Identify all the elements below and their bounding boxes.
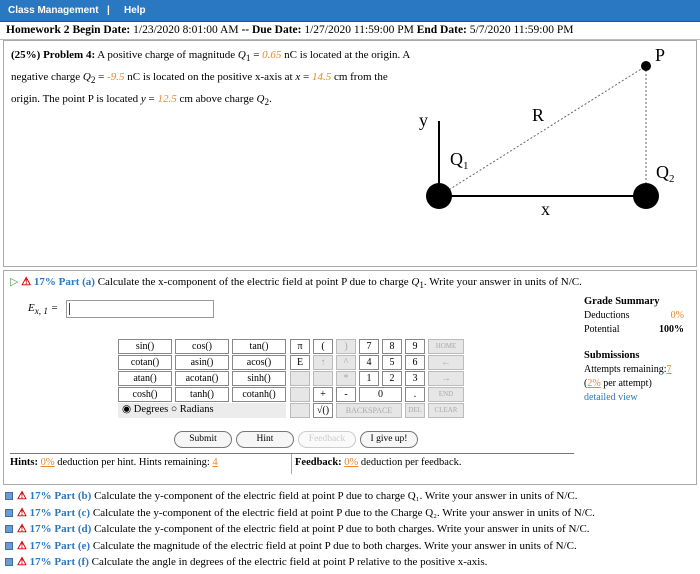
feedback-text: deduction per feedback. — [360, 457, 462, 468]
key-tan[interactable]: tan() — [232, 339, 286, 354]
key-4[interactable]: 4 — [359, 355, 379, 370]
q2-label-text: Q — [656, 162, 669, 182]
charge-diagram — [414, 41, 698, 266]
q2-label-sub: 2 — [669, 173, 675, 185]
q2-subscript: 2 — [90, 75, 96, 86]
key-9[interactable]: 9 — [405, 339, 425, 354]
part-expand-icon[interactable] — [5, 558, 13, 566]
key-e[interactable]: E — [290, 355, 310, 370]
key-7[interactable]: 7 — [359, 339, 379, 354]
part-label: Part (c) — [54, 506, 91, 519]
key-blank-2[interactable] — [313, 371, 333, 386]
deductions-label: Deductions — [584, 310, 630, 321]
problem-text — [11, 46, 411, 113]
begin-date-label: Begin Date: — [72, 24, 131, 36]
y-symbol: y — [140, 93, 146, 106]
menu-help[interactable]: Help — [124, 5, 146, 16]
degrees-label: Degrees — [133, 404, 169, 415]
warning-icon: ⚠ — [21, 276, 32, 288]
grade-summary-title: Grade Summary — [584, 296, 660, 307]
deductions-value: 0% — [670, 310, 684, 321]
part-label: Part (e) — [54, 539, 91, 552]
part-expand-icon[interactable] — [5, 509, 13, 517]
key-2[interactable]: 2 — [382, 371, 402, 386]
submit-button[interactable]: Submit — [174, 431, 232, 448]
part-expand-icon[interactable] — [5, 525, 13, 533]
y-label: y — [419, 110, 428, 130]
key-close-paren[interactable]: ) — [336, 339, 356, 354]
part-a-label: Part (a) — [58, 276, 95, 288]
part-e-item[interactable] — [5, 538, 695, 555]
part-text: Calculate the y-component of the electric field at point P due to the Charge Q₂. Write your answer in units of N/C. — [92, 506, 595, 519]
feedback-button[interactable]: Feedback — [298, 431, 356, 448]
p-label: P — [655, 45, 666, 65]
attempts-row — [584, 363, 684, 377]
key-left-arrow[interactable]: ← — [428, 355, 464, 370]
per-attempt-pct: 2% — [587, 378, 601, 389]
hints-pct: 0% — [40, 457, 55, 468]
key-decimal[interactable]: . — [405, 387, 425, 402]
part-label: Part (f) — [54, 556, 89, 568]
part-text: Calculate the y-component of the electric field at point P due to both charges. Write your answer in units of N/C. — [94, 523, 590, 535]
key-atan[interactable]: atan() — [118, 371, 172, 386]
part-b-item[interactable] — [5, 488, 695, 505]
attempts-label: Attempts remaining: — [584, 364, 667, 375]
problem-text-2: origin. A negative charge — [11, 49, 410, 84]
answer-label — [28, 302, 58, 316]
part-text: Calculate the y-component of the electric field at point P due to charge Q₁. Write your answer in units of N/C. — [94, 490, 578, 502]
hints-divider — [291, 454, 292, 474]
key-tanh[interactable]: tanh() — [175, 387, 229, 402]
warning-icon: ⚠ — [17, 539, 27, 552]
period: . — [269, 93, 272, 106]
warning-icon: ⚠ — [17, 556, 27, 568]
menu-class-management[interactable]: Class Management — [8, 5, 99, 16]
radians-label: Radians — [179, 404, 214, 415]
key-del[interactable]: DEL — [405, 403, 425, 418]
x-symbol: x — [295, 71, 301, 84]
key-caret[interactable]: ^ — [336, 355, 356, 370]
paren-open: ( — [584, 378, 588, 389]
answer-input[interactable] — [66, 300, 214, 318]
part-a-header — [10, 275, 582, 290]
grade-summary — [584, 295, 684, 405]
part-c-item[interactable] — [5, 505, 695, 522]
submissions-title: Submissions — [584, 350, 640, 361]
q2-value: -9.5 — [107, 71, 125, 84]
q2-unit-text: nC is located on the positive x-axis at — [127, 71, 293, 84]
text-caret — [69, 303, 70, 315]
per-attempt-row — [584, 377, 684, 391]
part-expand-icon[interactable] — [5, 542, 13, 550]
y-value: 12.5 — [157, 93, 177, 106]
key-5[interactable]: 5 — [382, 355, 402, 370]
key-clear[interactable]: CLEAR — [428, 403, 464, 418]
radians-radio-icon[interactable]: ○ — [170, 404, 178, 415]
part-pct: 17% — [29, 556, 52, 568]
part-pct: 17% — [29, 539, 52, 552]
q1-eq: = — [253, 49, 260, 61]
key-sin[interactable]: sin() — [118, 339, 172, 354]
key-6[interactable]: 6 — [405, 355, 425, 370]
feedback-pct: 0% — [344, 457, 359, 468]
attempts-value: 7 — [666, 364, 672, 375]
problem-statement-panel — [3, 40, 697, 267]
deductions-row — [584, 309, 684, 323]
part-expand-icon[interactable] — [5, 492, 13, 500]
end-date: 5/7/2020 11:59:00 PM — [469, 24, 574, 36]
hints-label: Hints: — [10, 457, 39, 468]
feedback-info — [295, 457, 462, 468]
x-value: 14.5 — [311, 71, 332, 84]
part-f-item[interactable] — [5, 554, 695, 571]
potential-row — [584, 323, 684, 337]
feedback-label: Feedback: — [295, 457, 342, 468]
r-label: R — [532, 105, 545, 125]
key-cos[interactable]: cos() — [175, 339, 229, 354]
top-menu-bar — [0, 0, 700, 22]
y-unit-text: cm above charge — [179, 93, 254, 106]
due-date-label: Due Date: — [251, 24, 302, 36]
part-label: Part (b) — [54, 490, 92, 502]
per-attempt-text: per attempt) — [603, 378, 652, 389]
part-d-item[interactable] — [5, 521, 695, 538]
expand-arrow-icon[interactable]: ▷ — [10, 276, 19, 288]
key-zero[interactable]: 0 — [359, 387, 402, 402]
degrees-radio-icon[interactable]: ◉ — [122, 404, 132, 415]
x-label: x — [541, 199, 550, 219]
q1-subscript: 1 — [245, 53, 251, 64]
key-plus[interactable]: + — [313, 387, 333, 402]
q1-label — [450, 149, 469, 172]
q2-subscript-end: 2 — [264, 97, 270, 108]
part-a-q-sub: 1 — [419, 280, 424, 291]
q2-label — [656, 162, 675, 185]
key-multiply[interactable]: * — [336, 371, 356, 386]
point-p — [641, 61, 651, 71]
homework-dates-bar — [0, 23, 700, 40]
problem-text-3: from the origin. The point P is located — [11, 71, 388, 106]
key-cosh[interactable]: cosh() — [118, 387, 172, 402]
key-1[interactable]: 1 — [359, 371, 379, 386]
y-eq: = — [148, 93, 155, 106]
key-8[interactable]: 8 — [382, 339, 402, 354]
potential-value: 100% — [659, 324, 684, 335]
r-dashed-line — [439, 66, 646, 196]
key-acotan[interactable]: acotan() — [175, 371, 229, 386]
hints-info — [10, 457, 218, 468]
part-a-pct: 17% — [33, 276, 56, 288]
homework-title: Homework 2 — [6, 24, 70, 36]
key-pi[interactable]: π — [290, 339, 310, 354]
begin-date: 1/23/2020 8:01:00 AM — [133, 24, 239, 36]
q1-unit-text: nC is located at the — [284, 49, 369, 61]
other-parts-list — [5, 488, 695, 571]
q2-symbol: Q — [82, 71, 91, 84]
warning-icon: ⚠ — [17, 490, 27, 502]
key-right-arrow[interactable]: → — [428, 371, 464, 386]
key-sinh[interactable]: sinh() — [232, 371, 286, 386]
detailed-view-link[interactable]: detailed view — [584, 392, 638, 403]
key-home[interactable]: HOME — [428, 339, 464, 354]
key-blank-4[interactable] — [290, 403, 310, 418]
problem-title: Problem 4: — [43, 49, 96, 61]
x-unit: cm — [333, 71, 348, 84]
q1-label-text: Q — [450, 149, 463, 169]
part-text: Calculate the magnitude of the electric field at point P due to both charges. Write your answer in units of N/C. — [92, 539, 577, 552]
q1-label-sub: 1 — [463, 160, 469, 172]
hint-button[interactable]: Hint — [236, 431, 294, 448]
e-symbol: E — [28, 302, 35, 314]
key-sqrt[interactable]: √() — [313, 403, 333, 418]
e-subscript: x, 1 — [34, 306, 48, 317]
part-label: Part (d) — [54, 523, 92, 535]
angle-mode-row — [118, 403, 286, 418]
warning-icon: ⚠ — [17, 506, 27, 519]
key-3[interactable]: 3 — [405, 371, 425, 386]
key-asin[interactable]: asin() — [175, 355, 229, 370]
key-backspace[interactable]: BACKSPACE — [336, 403, 402, 418]
problem-text-1: A positive charge of magnitude — [97, 49, 236, 61]
key-acos[interactable]: acos() — [232, 355, 286, 370]
key-cotan[interactable]: cotan() — [118, 355, 172, 370]
part-a-text-end: . Write your answer in units of N/C. — [423, 276, 582, 288]
q2-charge — [633, 183, 659, 209]
give-up-button[interactable]: I give up! — [360, 431, 418, 448]
part-text: Calculate the angle in degrees of the electric field at point P relative to the positive x-axis. — [91, 556, 488, 568]
hints-feedback-bar — [10, 453, 574, 473]
key-blank-1[interactable] — [290, 371, 310, 386]
part-pct: 17% — [29, 490, 52, 502]
key-up-arrow[interactable]: ↑ — [313, 355, 333, 370]
key-cotanh[interactable]: cotanh() — [232, 387, 286, 402]
problem-weight: (25%) — [11, 49, 41, 61]
hints-remaining: 4 — [212, 457, 218, 468]
potential-label: Potential — [584, 324, 620, 335]
menu-separator: | — [107, 5, 110, 16]
q2-eq: = — [98, 71, 105, 84]
part-a-panel — [3, 270, 697, 485]
warning-icon: ⚠ — [17, 523, 27, 535]
part-pct: 17% — [29, 523, 52, 535]
part-a-q-symbol: Q — [411, 276, 420, 288]
key-end[interactable]: END — [428, 387, 464, 402]
key-minus[interactable]: - — [336, 387, 356, 402]
e-eq: = — [50, 302, 59, 314]
q2-symbol-end: Q — [256, 93, 265, 106]
part-pct: 17% — [29, 506, 52, 519]
q1-value: 0.65 — [262, 49, 282, 61]
q1-symbol: Q — [237, 49, 246, 61]
q1-charge — [426, 183, 452, 209]
x-eq: = — [302, 71, 310, 84]
due-date: 1/27/2020 11:59:00 PM — [304, 24, 414, 36]
key-open-paren[interactable]: ( — [313, 339, 333, 354]
hints-text: deduction per hint. Hints remaining: — [57, 457, 210, 468]
date-separator: -- — [241, 24, 250, 36]
key-blank-3[interactable] — [290, 387, 310, 402]
end-date-label: End Date: — [416, 24, 467, 36]
part-a-text: Calculate the x-component of the electric field at point P due to charge — [97, 276, 409, 288]
